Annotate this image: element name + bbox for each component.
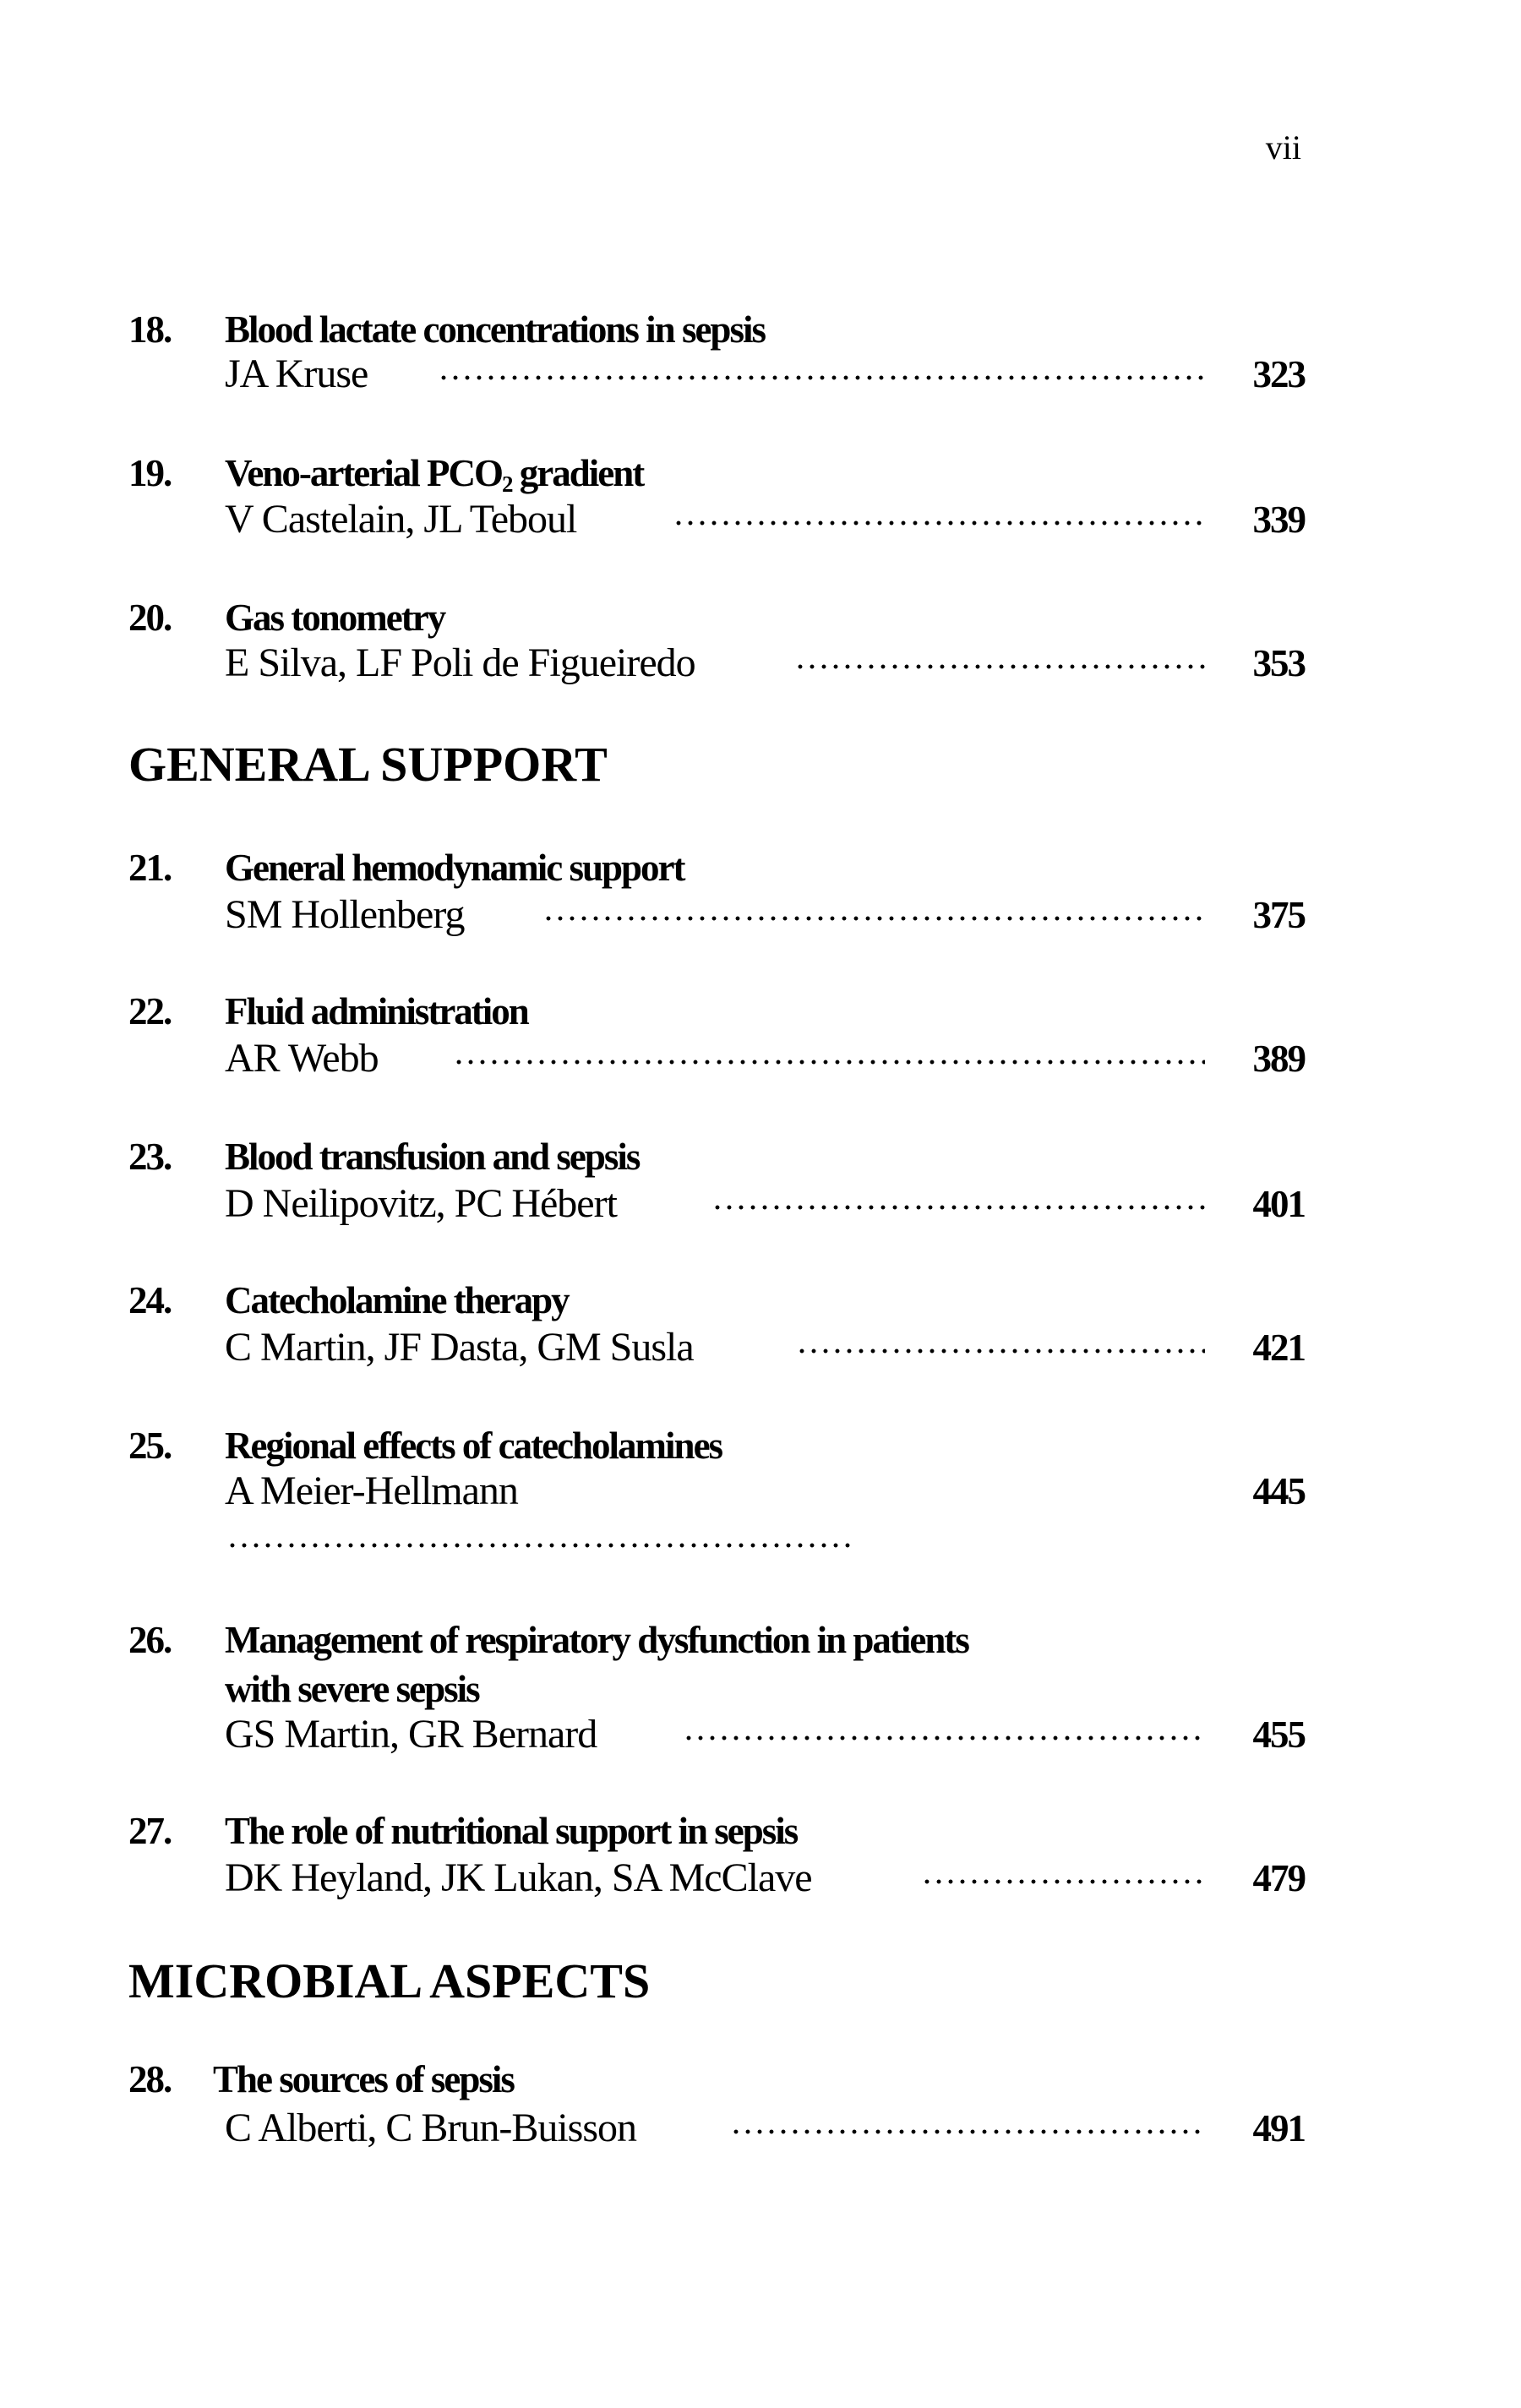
title-line: with severe sepsis: [225, 1668, 479, 1710]
dot-leader: [711, 1195, 1205, 1220]
entry-page: 323: [1252, 353, 1305, 395]
dot-leader: [673, 510, 1205, 536]
entry-title: Blood transfusion and sepsis: [225, 1136, 640, 1178]
section-heading: GENERAL SUPPORT: [128, 737, 608, 792]
entry-page: 445: [1252, 1470, 1305, 1512]
entry-title: Gas tonometry: [225, 597, 445, 639]
entry-number: 27.: [128, 1810, 172, 1852]
dot-leader: [683, 1725, 1205, 1751]
entry-page: 375: [1252, 894, 1305, 936]
entry-number: 28.: [128, 2058, 172, 2100]
entry-authors: C Martin, JF Dasta, GM Susla: [225, 1325, 694, 1370]
entry-authors: AR Webb: [225, 1036, 379, 1081]
entry-authors: V Castelain, JL Teboul: [225, 497, 577, 542]
entry-title: The role of nutritional support in sepsis: [225, 1810, 798, 1852]
entry-title: Regional effects of catecholamines: [225, 1425, 722, 1467]
entry-number: 21.: [128, 847, 172, 889]
title-line: Management of respiratory dysfunction in patients: [225, 1619, 968, 1661]
entry-title: Blood lactate concentrations in sepsis: [225, 308, 765, 351]
entry-number: 18.: [128, 308, 172, 351]
dot-leader: [921, 1869, 1205, 1894]
dot-leader: [796, 1338, 1205, 1364]
dot-leader: [730, 2119, 1205, 2144]
page-number: vii: [1265, 128, 1301, 166]
entry-page: 389: [1252, 1038, 1305, 1080]
entry-number: 26.: [128, 1619, 172, 1661]
entry-authors: A Meier-Hellmann: [225, 1468, 518, 1513]
entry-number: 25.: [128, 1425, 172, 1467]
dot-leader: [542, 906, 1205, 931]
entry-page: 401: [1252, 1183, 1305, 1225]
entry-title: The sources of sepsis: [213, 2058, 514, 2100]
entry-page: 353: [1252, 642, 1305, 684]
title-text: Veno-arterial PCO: [225, 452, 502, 494]
entry-number: 20.: [128, 597, 172, 639]
entry-title: Catecholamine therapy: [225, 1279, 569, 1321]
entry-page: 491: [1252, 2107, 1305, 2149]
entry-page: 421: [1252, 1327, 1305, 1369]
entry-authors: C Alberti, C Brun-Buisson: [225, 2106, 637, 2150]
entry-authors: JA Kruse: [225, 351, 368, 396]
entry-title: [225, 1615, 968, 1713]
entry-authors: E Silva, LF Poli de Figueiredo: [225, 640, 695, 685]
entry-authors: SM Hollenberg: [225, 892, 465, 937]
entry-page: 455: [1252, 1713, 1305, 1756]
title-text: gradient: [511, 452, 644, 494]
entry-title: Fluid administration: [225, 990, 528, 1032]
title-subscript: 2: [502, 471, 512, 497]
dot-leader: [794, 654, 1205, 679]
dot-leader: [453, 1049, 1205, 1075]
dot-leader: [438, 365, 1205, 390]
entry-number: 23.: [128, 1136, 172, 1178]
entry-authors: DK Heyland, JK Lukan, SA McClave: [225, 1855, 812, 1900]
entry-page: 339: [1252, 498, 1305, 541]
section-heading: MICROBIAL ASPECTS: [128, 1953, 651, 2008]
dot-leader: [226, 1533, 853, 1558]
entry-number: 19.: [128, 452, 172, 494]
entry-title: General hemodynamic support: [225, 847, 684, 889]
entry-authors: GS Martin, GR Bernard: [225, 1712, 597, 1757]
entry-number: 24.: [128, 1279, 172, 1321]
entry-authors: D Neilipovitz, PC Hébert: [225, 1181, 617, 1226]
entry-number: 22.: [128, 990, 172, 1032]
entry-page: 479: [1252, 1857, 1305, 1899]
